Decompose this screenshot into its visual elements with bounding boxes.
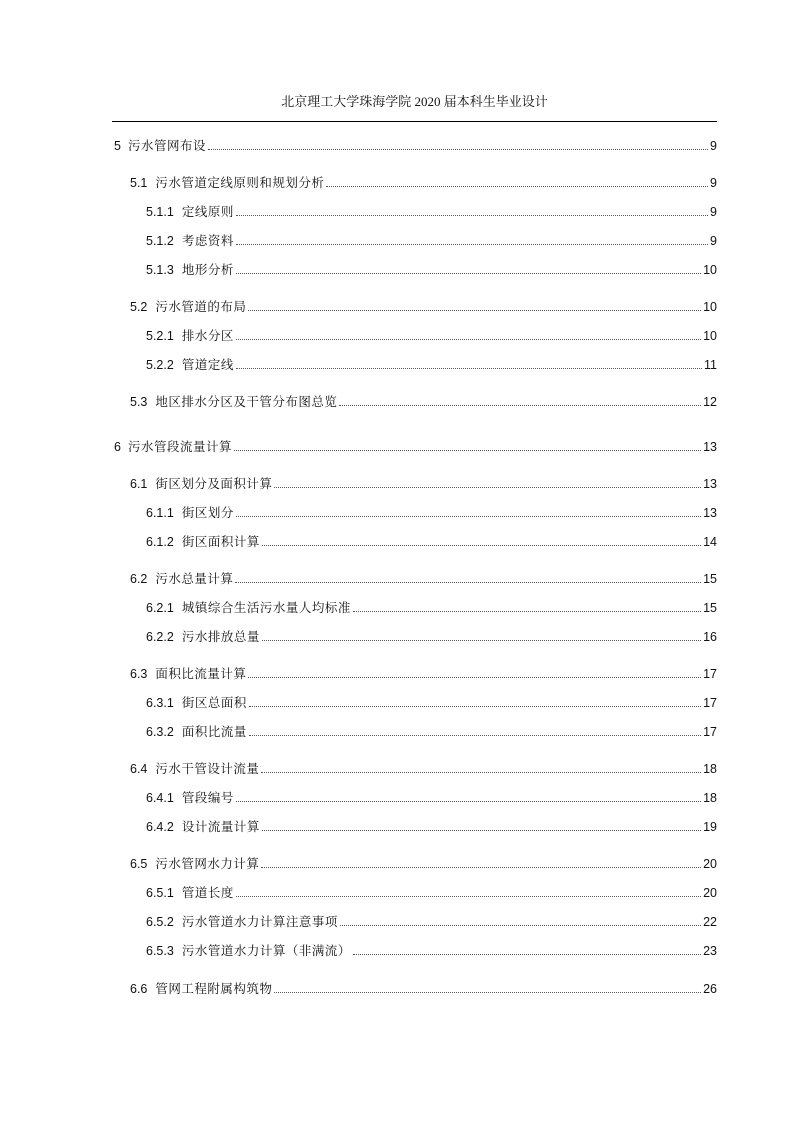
toc-entry [130, 299, 717, 315]
toc-entry-page: 16 [703, 630, 717, 644]
toc-dot-leader [234, 450, 701, 451]
toc-entry [130, 666, 717, 682]
toc-entry-page: 10 [703, 329, 717, 343]
toc-entry-page: 15 [703, 601, 717, 615]
toc-entry-page: 22 [703, 915, 717, 929]
toc-entry-title: 城镇综合生活污水量人均标准 [181, 601, 351, 615]
toc-dot-leader [249, 706, 701, 707]
toc-dot-leader [236, 801, 701, 802]
toc-entry-page: 23 [703, 944, 717, 958]
toc-entry-title: 街区面积计算 [181, 535, 260, 549]
toc-entry-title: 污水排放总量 [181, 630, 260, 644]
toc-entry-number: 5.2.1 [146, 329, 174, 343]
toc-entry [146, 724, 717, 740]
toc-entry-page: 13 [703, 506, 717, 520]
toc-entry-number: 5.1.2 [146, 234, 174, 248]
toc-entry-title: 考虑资料 [181, 234, 234, 248]
toc-entry-page: 9 [710, 234, 717, 248]
toc-entry-title: 面积比流量计算 [155, 667, 247, 681]
toc-entry [146, 534, 717, 550]
toc-entry-title: 管段编号 [181, 791, 234, 805]
toc-entry-title: 污水管段流量计算 [127, 440, 232, 454]
toc-entry [130, 761, 717, 777]
toc-entry-number: 5.2.2 [146, 358, 174, 372]
toc-entry-page: 9 [710, 205, 717, 219]
toc-entry-title: 面积比流量 [181, 725, 247, 739]
toc-dot-leader [236, 516, 701, 517]
toc-dot-leader [261, 867, 701, 868]
toc-entry-number: 5.1 [130, 176, 148, 190]
toc-entry-title: 污水干管设计流量 [155, 762, 260, 776]
toc-entry-page: 18 [703, 791, 717, 805]
toc-entry-page: 9 [710, 176, 717, 190]
toc-entry-title: 污水管网布设 [127, 139, 206, 153]
toc-dot-leader [236, 244, 708, 245]
toc-dot-leader [274, 992, 701, 993]
toc-entry-number: 6.4 [130, 762, 148, 776]
toc-entry-page: 11 [704, 358, 717, 372]
header-rule [112, 121, 717, 122]
toc-entry-title: 管道定线 [181, 358, 234, 372]
toc-entry [146, 914, 717, 930]
toc-dot-leader [326, 186, 708, 187]
toc-entry [146, 233, 717, 249]
toc-entry-number: 6.6 [130, 982, 148, 996]
toc-entry-number: 5.1.1 [146, 205, 174, 219]
toc-entry-title: 污水管道定线原则和规划分析 [155, 176, 325, 190]
toc-dot-leader [262, 545, 701, 546]
toc-entry [146, 629, 717, 645]
toc-entry [146, 262, 717, 278]
toc-dot-leader [262, 830, 701, 831]
toc-entry [146, 600, 717, 616]
toc-entry-title: 污水管道水力计算（非满流） [181, 944, 351, 958]
toc-entry-page: 17 [703, 725, 717, 739]
toc-entry-page: 26 [703, 982, 717, 996]
toc-entry [146, 204, 717, 220]
toc-entry [130, 571, 717, 587]
toc-dot-leader [236, 339, 701, 340]
toc-dot-leader [353, 611, 701, 612]
toc-entry [146, 790, 717, 806]
toc-dot-leader [208, 149, 708, 150]
toc-entry-page: 19 [703, 820, 717, 834]
toc-entry-number: 6.4.2 [146, 820, 174, 834]
toc-dot-leader [261, 772, 701, 773]
toc-entry-page: 12 [703, 395, 717, 409]
toc-dot-leader [340, 925, 701, 926]
toc-entry-page: 20 [703, 886, 717, 900]
toc-entry-number: 6.1.1 [146, 506, 174, 520]
toc-entry [130, 981, 717, 997]
toc-entry [114, 138, 717, 154]
toc-entry-title: 街区总面积 [181, 696, 247, 710]
toc-entry-page: 13 [703, 440, 717, 454]
toc-dot-leader [235, 582, 701, 583]
toc-entry [146, 505, 717, 521]
toc-entry-number: 5.3 [130, 395, 148, 409]
toc-entry-number: 6.1 [130, 477, 148, 491]
toc-entry-number: 6.4.1 [146, 791, 174, 805]
toc-dot-leader [236, 368, 702, 369]
toc-entry-number: 5.1.3 [146, 263, 174, 277]
toc-entry-page: 10 [703, 300, 717, 314]
toc-dot-leader [236, 896, 701, 897]
toc-entry-number: 6.5.2 [146, 915, 174, 929]
toc-entry [146, 819, 717, 835]
toc-entry-title: 排水分区 [181, 329, 234, 343]
toc-dot-leader [353, 954, 701, 955]
toc-entry-number: 6.3 [130, 667, 148, 681]
toc-entry-title: 街区划分 [181, 506, 234, 520]
toc-entry-number: 5.2 [130, 300, 148, 314]
toc-entry [146, 357, 717, 373]
toc-dot-leader [339, 405, 701, 406]
toc-entry [130, 476, 717, 492]
toc-entry-page: 15 [703, 572, 717, 586]
toc-dot-leader [274, 487, 701, 488]
toc-entry [146, 695, 717, 711]
toc-entry [130, 856, 717, 872]
toc-entry-page: 13 [703, 477, 717, 491]
page-header: 北京理工大学珠海学院 2020 届本科生毕业设计 [281, 94, 548, 109]
toc-entry-number: 6.5 [130, 857, 148, 871]
toc-dot-leader [248, 677, 701, 678]
toc-entry-title: 地区排水分区及干管分布图总览 [155, 395, 338, 409]
toc-entry [130, 394, 717, 410]
toc-entry-title: 管网工程附属构筑物 [155, 982, 273, 996]
toc-entry-page: 17 [703, 696, 717, 710]
toc-entry-number: 6.3.1 [146, 696, 174, 710]
toc-entry-number: 6.2.2 [146, 630, 174, 644]
toc-entry-number: 5 [114, 139, 121, 153]
toc-entry [114, 439, 717, 455]
toc-dot-leader [236, 215, 708, 216]
toc-entry-page: 14 [703, 535, 717, 549]
toc-entry [130, 175, 717, 191]
toc-entry-title: 污水管道水力计算注意事项 [181, 915, 338, 929]
toc-entry-title: 定线原则 [181, 205, 234, 219]
toc-entry-page: 20 [703, 857, 717, 871]
toc-dot-leader [248, 310, 701, 311]
toc-entry-title: 管道长度 [181, 886, 234, 900]
toc-entry [146, 328, 717, 344]
toc-entry-title: 街区划分及面积计算 [155, 477, 273, 491]
toc-entry-page: 18 [703, 762, 717, 776]
toc-entry-number: 6.2.1 [146, 601, 174, 615]
toc-entry-page: 10 [703, 263, 717, 277]
toc-entry-title: 污水总量计算 [155, 572, 234, 586]
toc-entry [146, 943, 717, 959]
toc-entry [146, 885, 717, 901]
toc-entry-number: 6.5.3 [146, 944, 174, 958]
toc-dot-leader [249, 735, 701, 736]
toc-entry-number: 6 [114, 440, 121, 454]
toc-entry-page: 17 [703, 667, 717, 681]
toc-entry-title: 污水管道的布局 [155, 300, 247, 314]
toc-entry-title: 设计流量计算 [181, 820, 260, 834]
toc-entry-number: 6.2 [130, 572, 148, 586]
toc-dot-leader [236, 273, 701, 274]
toc-entry-number: 6.5.1 [146, 886, 174, 900]
toc-entry-title: 地形分析 [181, 263, 234, 277]
toc-entry-title: 污水管网水力计算 [155, 857, 260, 871]
toc-dot-leader [262, 640, 701, 641]
toc-entry-number: 6.1.2 [146, 535, 174, 549]
toc-entry-page: 9 [710, 139, 717, 153]
toc-entry-number: 6.3.2 [146, 725, 174, 739]
